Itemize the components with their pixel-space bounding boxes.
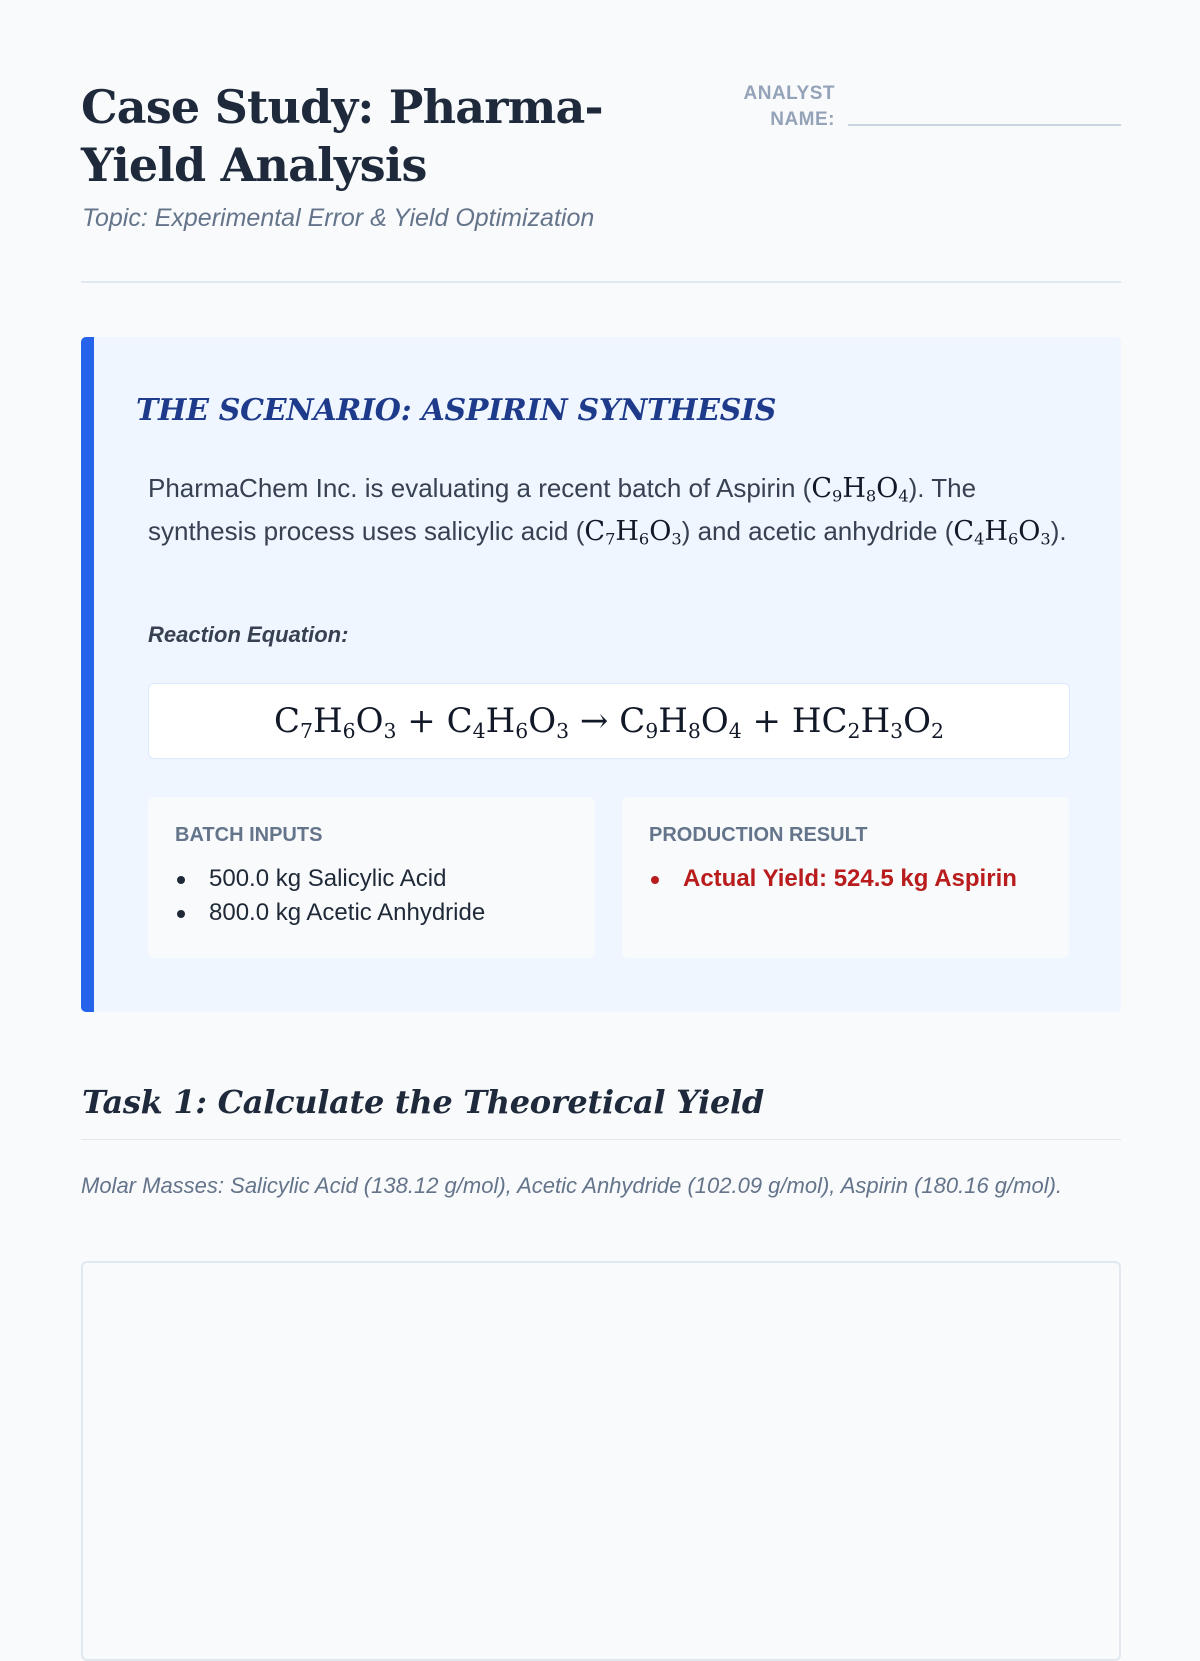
batch-inputs-list [175, 862, 485, 930]
page-subtitle: Topic: Experimental Error & Yield Optimization [82, 204, 595, 232]
batch-inputs-title: BATCH INPUTS [175, 824, 323, 846]
reaction-equation: $C_7H_6O_3 + C_4H_6O_3 \to C_9H_8O_4 + HC_2H_3O_2$ [148, 683, 1070, 759]
worksheet-header [81, 0, 1121, 283]
task-1-answer-area[interactable] [81, 1261, 1121, 1661]
production-result-title: PRODUCTION RESULT [649, 824, 868, 846]
list-item: 800.0 kg Acetic Anhydride [175, 896, 485, 930]
formula-acetic-anhydride: $C_4H_6O_3$ [953, 516, 1051, 549]
scenario-title: THE SCENARIO: ASPIRIN SYNTHESIS [136, 393, 777, 428]
batch-inputs-card [148, 797, 595, 958]
production-result-list [649, 862, 1017, 896]
scenario-text-part: ). [1050, 516, 1067, 546]
scenario-text-part: PharmaChem Inc. is evaluating a recent batch of Aspirin ( [148, 473, 812, 503]
worksheet-page [81, 0, 1121, 1198]
production-result-card [622, 797, 1069, 958]
scenario-text-part: ). The synthesis process uses salicylic acid ( [148, 473, 977, 546]
task-1-title: Task 1: Calculate the Theoretical Yield [82, 1083, 764, 1121]
formula-aspirin: $C_9H_8O_4$ [811, 473, 909, 506]
formula-salicylic-acid: $C_7H_6O_3$ [584, 516, 682, 549]
task-1-divider [81, 1139, 1121, 1140]
scenario-description [148, 467, 1078, 553]
molar-masses-note: Molar Masses: Salicylic Acid (138.12 g/mol), Acetic Anhydride (102.09 g/mol), Aspirin (180.16 g/mol). [81, 1173, 1063, 1198]
page-title: Case Study: Pharma-Yield Analysis [81, 80, 603, 192]
reaction-equation-label: Reaction Equation: [148, 622, 349, 647]
actual-yield-item: Actual Yield: 524.5 kg Aspirin [649, 862, 1017, 896]
analyst-name-field[interactable] [848, 124, 1121, 126]
analyst-name-label: ANALYST NAME: [743, 83, 835, 130]
list-item: 500.0 kg Salicylic Acid [175, 862, 485, 896]
scenario-text-part: ) and acetic anhydride ( [681, 516, 954, 546]
